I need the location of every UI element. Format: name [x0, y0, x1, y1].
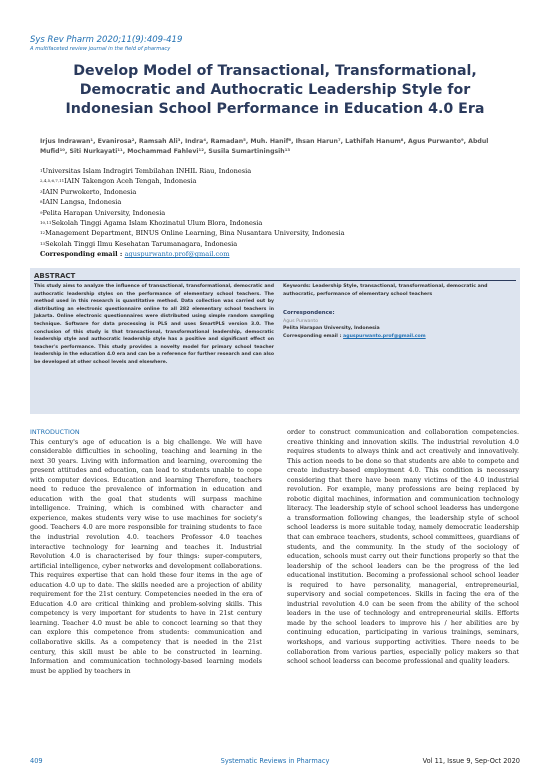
abstract-divider [34, 280, 516, 281]
affiliation-item: $^{13}$Sekolah Tinggi Ilmu Kesehatan Tarumanagara, Indonesia [40, 239, 238, 248]
body-paragraph: This century's age of education is a big challenge. We will have considerable difficulties in schooling, teaching and learning in the next 30 years. Living with information and learning, overcoming the present attitudes and education, can lead to students unable to cope with computer devices. Education and learning Therefore, teachers need to reduce the prevalence of information in education and education with the goal that students will surpass machine intelligence. Training, which is combined with character and experience, makes students very wise to use machines for society's good. Teachers 4.0 are more responsible for training students to face the industrial revolution 4.0. teachers Professor 4.0 teaches interactive technology for learning and teaches it. Industrial Revolution 4.0 is characterised by four things: super-computers, artificial intelligence, cyber networks and development collaborations. This requires expertise that can hold these four items in the age of education 4.0 up to date. The skills needed are a projection of ability requirement for the 21st century. Competencies needed in the era of Education 4.0 are critical thinking and problem-solving skills. This competency is very important for students to have in 21st century learning. Teacher 4.0 must be able to concoct learning so that they can explore this competence from students: communication and collaborative skills. As a competency that is needed in the 21st century, this skill must be able to be constructed in learning. Information and communication technology-based learning models must be applied by teachers in [30, 437, 262, 675]
correspondence-block [283, 310, 515, 340]
corresponding-email-link[interactable]: aguspurwanto.prof@gmail.com [124, 250, 230, 259]
section-heading-introduction: INTRODUCTION [30, 428, 80, 436]
affiliation-item: $^1$Universitas Islam Indragiri Tembilahan INHIL Riau, Indonesia [40, 167, 252, 175]
affiliation-item: $^{12}$Management Department, BINUS Online Learning, Bina Nusantara University, Indonesia [40, 229, 345, 238]
keywords [283, 283, 515, 298]
journal-tagline: A multifaceted review journal in the field of pharmacy [30, 46, 171, 52]
paper-title: Develop Model of Transactional, Transformational, Democratic and Authocratic Leadership Style for Indonesian School Performance in Education 4.0 Era [65, 63, 485, 117]
correspondence-label: Correspondence: [283, 310, 335, 316]
journal-header [30, 35, 330, 52]
journal-citation: Sys Rev Pharm 2020;11(9):409-419 [30, 35, 183, 45]
affiliation-item: $^{10,11}$Sekolah Tinggi Agama Islam Khozinatul Ulum Blora, Indonesia [40, 219, 263, 228]
page-number: 409 [30, 757, 43, 765]
correspondence-name: Agus Purwanto [283, 318, 319, 324]
correspondence-email-line: Corresponding email : aguspurwanto.prof@gmail.com [283, 333, 426, 339]
affiliation-item: $^9$Pelita Harapan University, Indonesia [40, 208, 166, 217]
body-column-right [287, 428, 519, 667]
abstract-heading: ABSTRACT [34, 272, 76, 280]
footer-journal-name: Systematic Reviews in Pharmacy [220, 757, 330, 765]
affiliations [40, 166, 510, 260]
footer-volume: Vol 11, Issue 9, Sep-Oct 2020 [422, 757, 520, 765]
keywords-label: Keywords: [283, 284, 311, 289]
corresponding-email-line: Corresponding email : aguspurwanto.prof@gmail.com [40, 250, 230, 259]
correspondence-affiliation: Pelita Harapan University, Indonesia [283, 326, 380, 332]
correspondence-email-link[interactable]: aguspurwanto.prof@gmail.com [343, 333, 426, 339]
author-list: Irjus Indrawan¹, Evanirosa², Ramsah Ali³, Indra⁴, Ramadan⁵, Muh. Hanif⁶, Ihsan Harun⁷, Lathifah Hanum⁸, Agus Purwanto⁹, Abdul Mufid¹⁰, Siti Nurkayati¹¹, Mochammad Fahlevi¹², Susila Sumartiningsih¹³ [40, 138, 489, 155]
affiliation-item: $^8$IAIN Langsa, Indonesia [40, 198, 122, 207]
affiliation-item: $^3$IAIN Purwokerto, Indonesia [40, 187, 137, 196]
keywords-text: Leadership Style, transactional, transformational, democratic and authocratic, performance of elementary school teachers [283, 284, 488, 297]
abstract-text: This study aims to analyze the influence of transactional, transformational, democratic and authocratic leadership styles on the performance of elementary school teachers. The method used in this research is quantitative method. Data collection was carried out by distributing an electronic questionnaire online to all 282 elementary school teachers in Jakarta. Online electronic questionnaires were distributed using simple random sampling technique. Software for data processing is PLS and uses SmartPLS version 3.0. The conclusion of this study is that transactional, transformational leadership, democratic leadership style and authocratic leadership style has a positive and significant effect on teacher's performance. This study provides a novelty model for primary school teacher leadership in the education 4.0 era and can be a reference for further research and can also be developed at other school levels and elsewhere. [34, 284, 274, 365]
affiliation-item: $^{2,4,5,6,7,11}$IAIN Takengon Aceh Tengah, Indonesia [40, 177, 197, 186]
body-paragraph: order to construct communication and collaboration competencies. creative thinking and innovation skills. The industrial revolution 4.0 requires students to always think and act creatively and innovatively. This action needs to be done so that students are able to compete and create industry-based employment 4.0. This condition is necessary considering that there have been many victims of the 4.0 industrial revolution. For example, many professions are being replaced by robotic digital machines, information and communication technology literacy. The leadership style of school school leaderss has undergone a transformation following changes, the leadership style of school school leaderss is more suitable today, namely democratic leadership that can embrace teachers, students, school committees, guardians of students, and the community. In the study of the sociology of education, schools must carry out their functions properly so that the leadership of the school leaders can be the progress of the led educational institution. Becoming a professional school school leader is required to have personality, managerial, entrepreneurial, supervisory and social competences. Skills in facing the era of the industrial revolution 4.0 can be seen from the ability of the school leaders in the use of technology and entrepreneurial skills. Efforts made by the school leaders to improve his / her abilities are by continuing education, participating in various trainings, seminars, workshops, and various supporting activities. There needs to be collaboration from various parties, especially policy makers so that school school leaderss can become professional and quality leaders. [287, 428, 519, 666]
page-footer [30, 757, 520, 769]
body-column-left [30, 428, 262, 676]
